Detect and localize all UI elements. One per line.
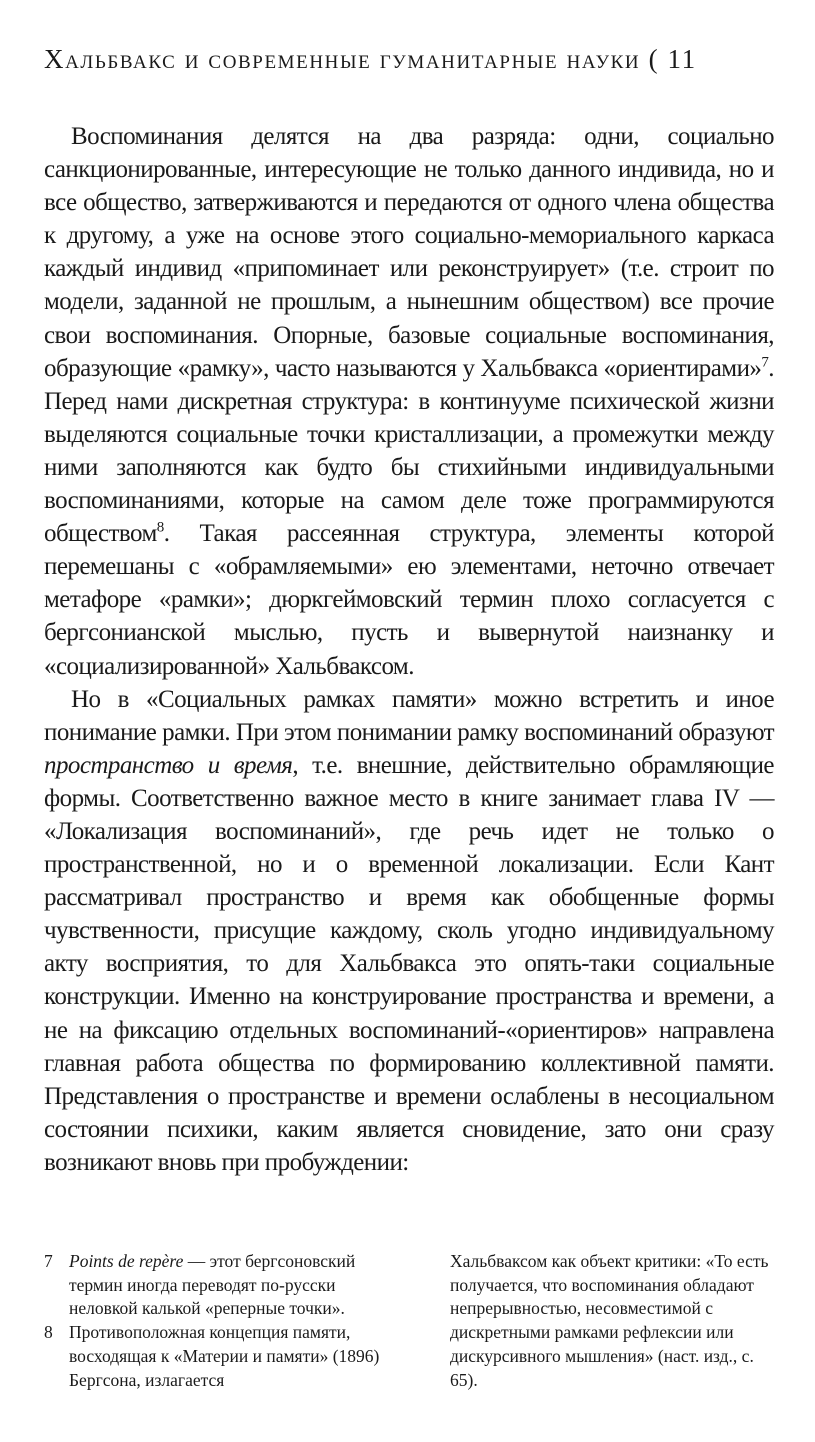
paragraph-2-emphasis: пространство и время xyxy=(44,751,293,779)
footnote-7-text: — этот бергсоновский термин иногда переводят по-русски неловкой калькой «реперные точки». xyxy=(69,1251,356,1319)
footnotes-left-column xyxy=(44,1250,390,1392)
footnotes-right-column xyxy=(450,1250,776,1392)
running-head-bracket: ( xyxy=(648,44,660,74)
footnote-ref-8: 8 xyxy=(156,519,164,536)
footnote-7-number: 7 xyxy=(44,1251,53,1271)
footnote-ref-7: 7 xyxy=(761,354,769,371)
footnote-8 xyxy=(44,1321,390,1392)
running-head-title: Хальбвакс и современные гуманитарные науки xyxy=(44,44,641,74)
paragraph-2-part-b: , т.е. внешние, действительно обрамляющие формы. Соответственно важное место в книге занимает глава IV — «Локализация воспоминаний», где речь идет не только о пространственной, но и о временной локализации. Если Кант рассматривал пространство и время как обобщенные формы чувственности, присущие каждому, сколь угодно индивидуальному акту восприятия, то для Хальбвакса это опять-таки социальные конструкции. Именно на конструирование пространства и времени, а не на фиксацию отдельных воспоминаний-«ориентиров» направлена главная работа общества по формированию коллективной памяти. Представления о пространстве и времени ослаблены в несоциальном состоянии психики, каким является сновидение, зато они сразу возникают вновь при пробуждении: xyxy=(44,751,774,1176)
footnote-7-term: Points de repère xyxy=(69,1251,184,1271)
footnote-8-text: Противоположная концепция памяти, восходящая к «Материи и памяти» (1896) Бергсона, излагается xyxy=(69,1322,380,1390)
main-text xyxy=(44,120,774,1179)
footnote-8-continuation: Хальбваксом как объект критики: «То есть получается, что воспоминания обладают непрерывностью, несовместимой с дискретными рамками рефлексии или дискурсивного мышления» (наст. изд., с. 65). xyxy=(450,1251,769,1390)
paragraph-2 xyxy=(44,683,774,1179)
paragraph-1-part-b: . Перед нами дискретная структура: в континууме психической жизни выделяются социальные точки кристаллизации, а промежутки между ними заполняются как будто бы стихийными индивидуальными воспоминаниями, которые на самом деле тоже программируются обществом xyxy=(44,354,774,548)
page-number: 11 xyxy=(667,44,697,74)
paragraph-2-part-a: Но в «Социальных рамках памяти» можно встретить и иное понимание рамки. При этом понимании рамку воспоминаний образуют xyxy=(44,685,774,746)
footnote-8-number: 8 xyxy=(44,1322,53,1343)
running-head xyxy=(44,44,784,75)
paragraph-1-part-c: . Такая рассеянная структура, элементы которой перемешаны с «обрамляемыми» ею элементами, неточно отвечает метафоре «рамки»; дюркгеймовский термин плохо согласуется с бергсонианской мыслью, пусть и вывернутой наизнанку и «социализированной» Хальбваксом. xyxy=(44,520,774,680)
paragraph-1-part-a: Воспоминания делятся на два разряда: одни, социально санкционированные, интересующие не только данного индивида, но и все общество, затверживаются и передаются от одного члена общества к другому, а уже на основе этого социально-мемориального каркаса каждый индивид «припоминает или реконструирует» (т.е. строит по модели, заданной не прошлым, а нынешним обществом) все прочие свои воспоминания. Опорные, базовые социальные воспоминания, образующие «рамку», часто называются у Хальбвакса «ориентирами» xyxy=(44,123,774,382)
paragraph-1 xyxy=(44,120,774,683)
footnote-7 xyxy=(44,1250,390,1321)
